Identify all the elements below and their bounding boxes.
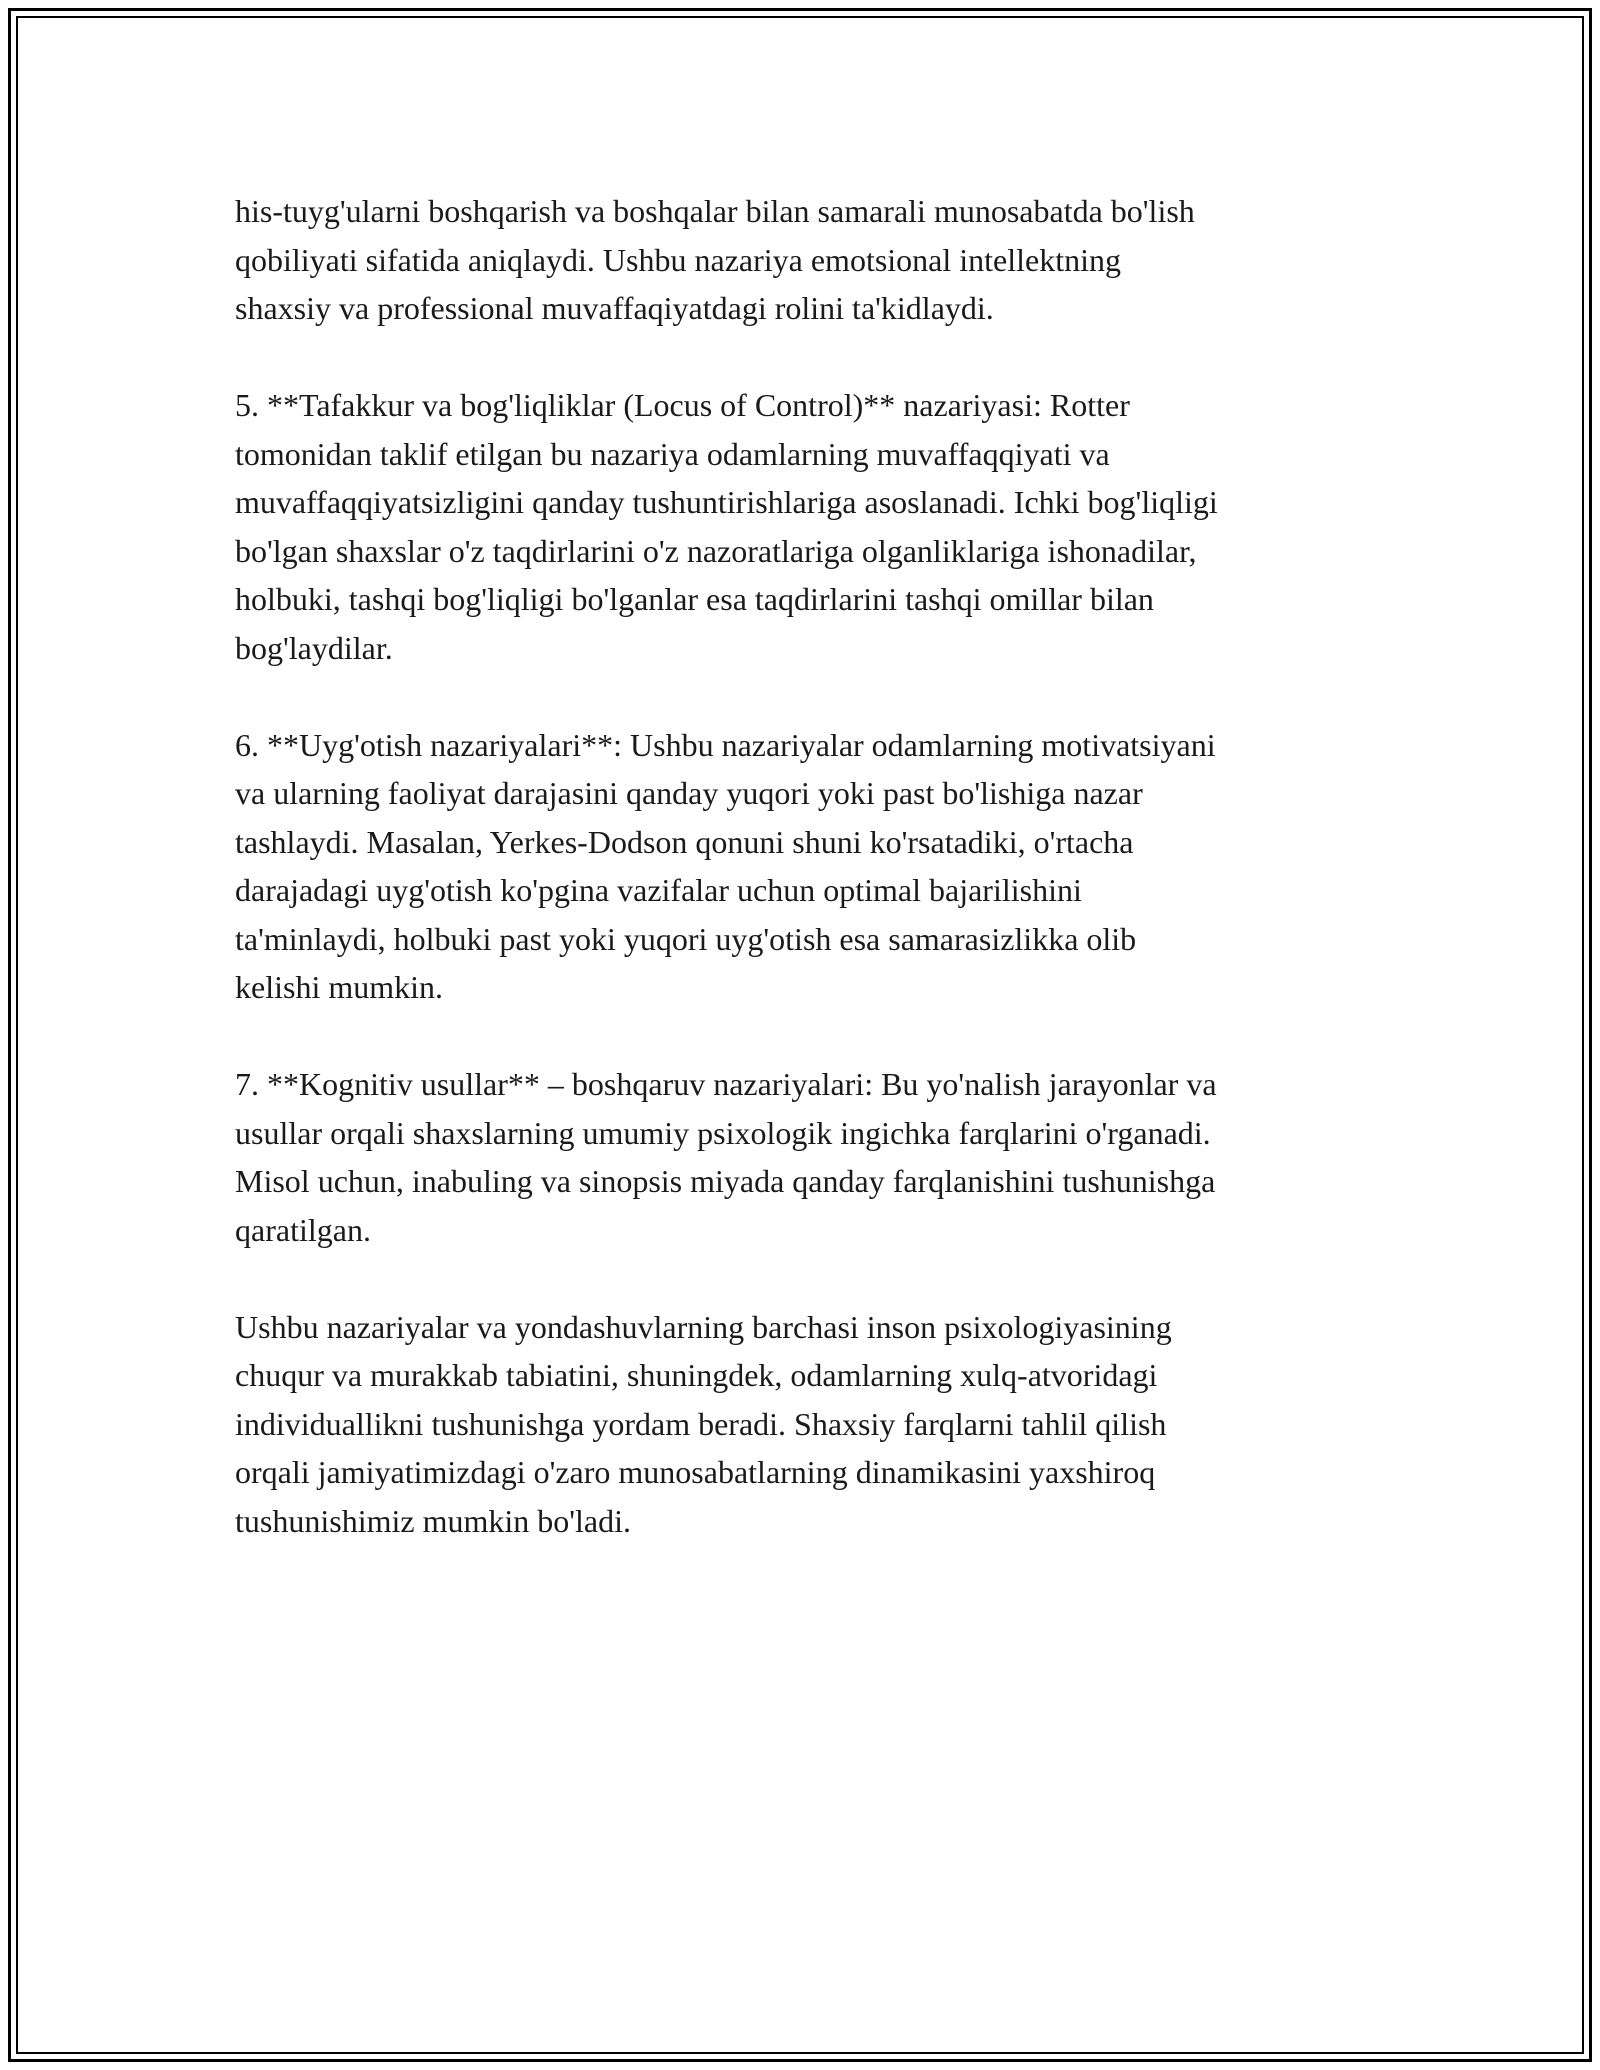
paragraph-conclusion: Ushbu nazariyalar va yondashuvlarning barchasi inson psixologiyasining chuqur va murakkab tabiatini, shuningdek, odamlarning xulq-atvoridagi individuallikni tushunishga yordam beradi. Shaxsiy farqlarni tahlil qilish orqali jamiyatimizdagi o'zaro munosabatlarning dinamikasini yaxshiroq tushunishimiz mumkin bo'ladi.	[235, 1308, 1172, 1539]
paragraph-cognitive-methods: 7. **Kognitiv usullar** – boshqaruv nazariyalari: Bu yo'nalish jarayonlar va usullar orqali shaxslarning umumiy psixologik ingichka farqlarini o'rganadi. Misol uchun, inabuling va sinopsis miyada qanday farqlanishini tushunishga qaratilgan.	[235, 1066, 1217, 1248]
paragraph-arousal-theories: 6. **Uyg'otish nazariyalari**: Ushbu nazariyalar odamlarning motivatsiyani va ularning faoliyat darajasini qanday yuqori yoki past bo'lishiga nazar tashlaydi. Masalan, Yerkes-Dodson qonuni shuni ko'rsatadiki, o'rtacha darajadagi uyg'otish ko'pgina vazifalar uchun optimal bajarilishini ta'minlaydi, holbuki past yoki yuqori uyg'otish esa samarasizlikka olib kelishi mumkin.	[235, 726, 1216, 1005]
paragraph-emotional-intelligence: his-tuyg'ularni boshqarish va boshqalar bilan samarali munosabatda bo'lish qobiliyati sifatida aniqlaydi. Ushbu nazariya emotsional intellektning shaxsiy va professional muvaffaqiyatdagi rolini ta'kidlaydi.	[235, 193, 1195, 326]
paragraph-locus-of-control: 5. **Tafakkur va bog'liqliklar (Locus of Control)** nazariyasi: Rotter tomonidan taklif etilgan bu nazariya odamlarning muvaffaqqiyati va muvaffaqqiyatsizligini qanday tushuntirishlariga asoslanadi. Ichki bog'liqligi bo'lgan shaxslar o'z taqdirlarini o'z nazoratlariga olganliklariga ishonadilar, holbuki, tashqi bog'liqligi bo'lganlar esa taqdirlarini tashqi omillar bilan bog'laydilar.	[235, 387, 1218, 666]
document-body	[235, 187, 1395, 1594]
